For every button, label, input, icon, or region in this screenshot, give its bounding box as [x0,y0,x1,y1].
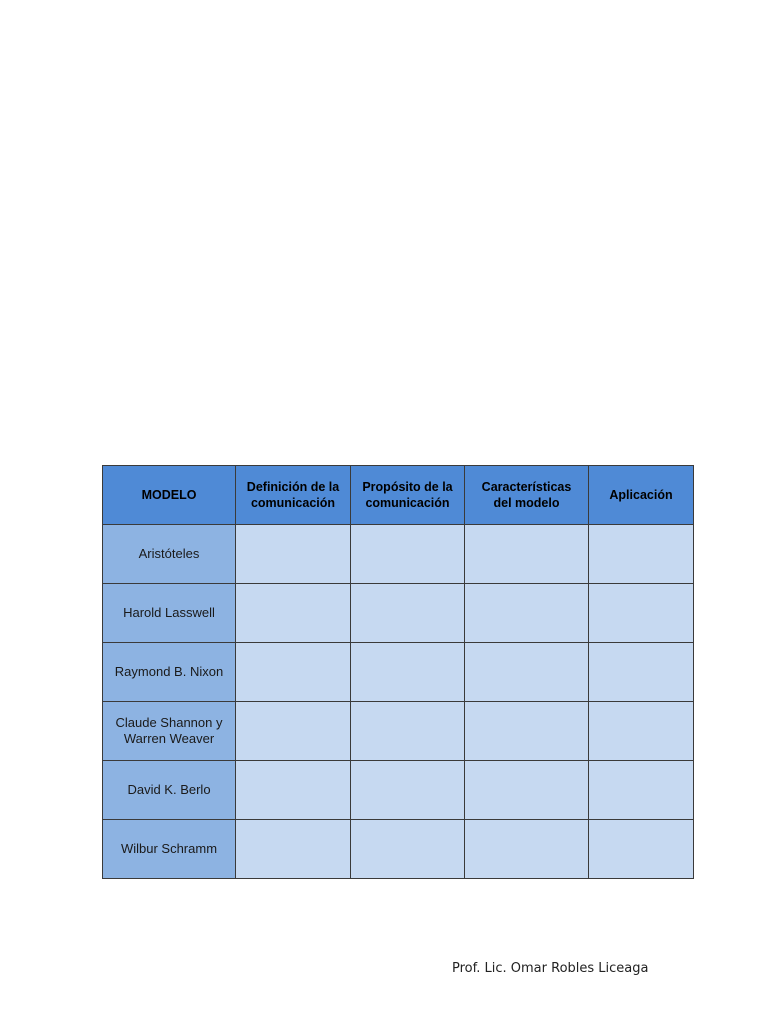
header-definicion-label: Definición de la comunicación [246,480,340,510]
communication-models-table [102,465,694,879]
aplicacion-cell[interactable] [589,820,694,879]
table-header [103,466,694,525]
aplicacion-cell[interactable] [589,584,694,643]
proposito-cell[interactable] [351,643,465,702]
model-name-cell [103,702,236,761]
header-modelo [103,466,236,525]
aplicacion-cell[interactable] [589,761,694,820]
header-row [103,466,694,525]
proposito-cell[interactable] [351,820,465,879]
table-body [103,525,694,879]
proposito-cell[interactable] [351,525,465,584]
model-name: Raymond B. Nixon [114,664,224,679]
proposito-cell[interactable] [351,584,465,643]
table-row [103,584,694,643]
header-caracteristicas-label: Características del modelo [481,480,572,510]
header-aplicacion [589,466,694,525]
table-row [103,702,694,761]
table-row [103,820,694,879]
model-name-cell [103,820,236,879]
table-row [103,643,694,702]
definicion-cell[interactable] [236,643,351,702]
header-caracteristicas [465,466,589,525]
table-row [103,525,694,584]
model-name: Aristóteles [138,546,200,561]
definicion-cell[interactable] [236,702,351,761]
proposito-cell[interactable] [351,702,465,761]
header-proposito-label: Propósito de la comunicación [362,480,453,510]
model-name-cell [103,761,236,820]
model-name-cell [103,584,236,643]
header-definicion [236,466,351,525]
caracteristicas-cell[interactable] [465,643,589,702]
model-name-cell [103,525,236,584]
caracteristicas-cell[interactable] [465,584,589,643]
definicion-cell[interactable] [236,761,351,820]
header-aplicacion-label: Aplicación [609,488,673,502]
aplicacion-cell[interactable] [589,643,694,702]
caracteristicas-cell[interactable] [465,702,589,761]
model-name: Harold Lasswell [123,605,215,620]
caracteristicas-cell[interactable] [465,525,589,584]
model-name: Wilbur Schramm [120,841,218,856]
table-row [103,761,694,820]
caracteristicas-cell[interactable] [465,820,589,879]
proposito-cell[interactable] [351,761,465,820]
header-proposito [351,466,465,525]
caracteristicas-cell[interactable] [465,761,589,820]
definicion-cell[interactable] [236,525,351,584]
model-name: David K. Berlo [127,782,211,797]
aplicacion-cell[interactable] [589,525,694,584]
definicion-cell[interactable] [236,820,351,879]
definicion-cell[interactable] [236,584,351,643]
model-name-cell [103,643,236,702]
aplicacion-cell[interactable] [589,702,694,761]
footer-author: Prof. Lic. Omar Robles Liceaga [452,961,649,976]
model-name: Claude Shannon y Warren Weaver [115,715,223,746]
header-modelo-label: MODELO [141,488,197,502]
